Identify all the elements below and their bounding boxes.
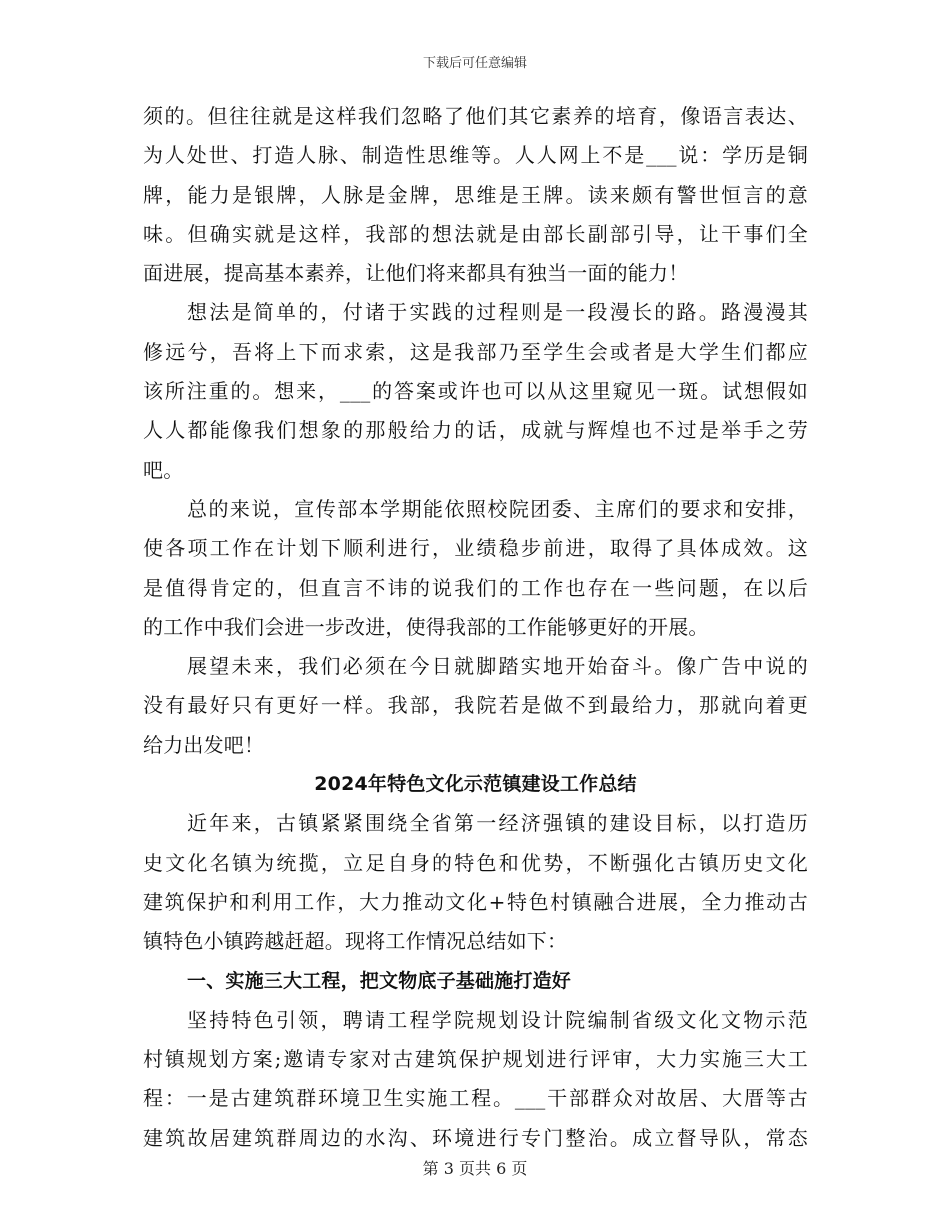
text-line: 史文化名镇为统揽，立足自身的特色和优势，不断强化古镇历史文化 bbox=[143, 850, 808, 875]
page-header-note: 下载后可任意编辑 bbox=[422, 56, 527, 71]
text-line: 没有最好只有更好一样。我部，我院若是做不到最给力，那就向着更 bbox=[143, 693, 808, 718]
text-line: 牌，能力是银牌，人脉是金牌，思维是王牌。读来颇有警世恒言的意 bbox=[143, 182, 808, 207]
text-line: 味。但确实就是这样，我部的想法就是由部长副部引导，让干事们全 bbox=[143, 221, 808, 246]
text-line: 建筑故居建筑群周边的水沟、环境进行专门整治。成立督导队，常态 bbox=[143, 1125, 808, 1150]
text-line: 吧。 bbox=[143, 457, 184, 482]
text-line: 程：一是古建筑群环境卫生实施工程。___干部群众对故居、大厝等古 bbox=[143, 1086, 808, 1111]
text-line: 的工作中我们会进一步改进，使得我部的工作能够更好的开展。 bbox=[143, 614, 709, 639]
text-line: 为人处世、打造人脉、制造性思维等。人人网上不是___说：学历是铜 bbox=[143, 143, 808, 168]
text-line: 坚持特色引领，聘请工程学院规划设计院编制省级文化文物示范 bbox=[187, 1007, 808, 1032]
document-title: 2024年特色文化示范镇建设工作总结 bbox=[314, 773, 637, 796]
text-line: 想法是简单的，付诸于实践的过程则是一段漫长的路。路漫漫其 bbox=[187, 300, 808, 325]
section-heading: 一、实施三大工程，把文物底子基础施打造好 bbox=[187, 969, 572, 992]
text-line: 是值得肯定的，但直言不讳的说我们的工作也存在一些问题，在以后 bbox=[143, 575, 808, 600]
text-line: 展望未来，我们必须在今日就脚踏实地开始奋斗。像广告中说的 bbox=[187, 654, 808, 679]
text-line: 近年来，古镇紧紧围绕全省第一经济强镇的建设目标，以打造历 bbox=[187, 811, 808, 836]
text-line: 使各项工作在计划下顺利进行，业绩稳步前进，取得了具体成效。这 bbox=[143, 536, 808, 561]
text-line: 须的。但往往就是这样我们忽略了他们其它素养的培育，像语言表达、 bbox=[143, 104, 808, 128]
text-line: 村镇规划方案;邀请专家对古建筑保护规划进行评审，大力实施三大工 bbox=[143, 1047, 808, 1072]
text-line: 修远兮，吾将上下而求索，这是我部乃至学生会或者是大学生们都应 bbox=[143, 339, 808, 364]
text-line: 建筑保护和利用工作，大力推动文化+特色村镇融合进展，全力推动古 bbox=[143, 889, 808, 914]
text-line: 给力出发吧！ bbox=[143, 732, 265, 757]
text-line: 面进展，提高基本素养，让他们将来都具有独当一面的能力！ bbox=[143, 261, 689, 286]
text-line: 该所注重的。想来，___的答案或许也可以从这里窥见一斑。试想假如 bbox=[143, 379, 808, 404]
page-number: 第 3 页共 6 页 bbox=[422, 1159, 528, 1178]
text-line: 镇特色小镇跨越赶超。现将工作情况总结如下： bbox=[143, 929, 568, 954]
text-line: 总的来说，宣传部本学期能依照校院团委、主席们的要求和安排， bbox=[187, 496, 808, 521]
text-line: 人人都能像我们想象的那般给力的话，成就与辉煌也不过是举手之劳 bbox=[143, 418, 808, 443]
document-body bbox=[143, 97, 808, 1158]
